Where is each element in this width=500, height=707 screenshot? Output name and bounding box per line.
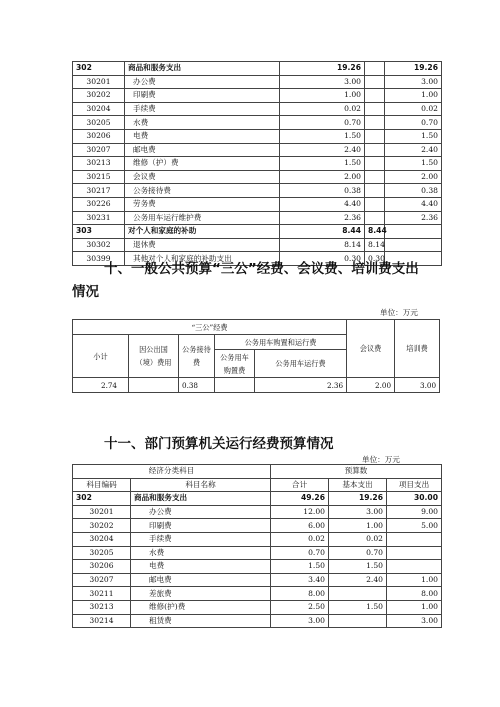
row-value-total: 19.26 — [280, 62, 365, 76]
table-row — [73, 587, 442, 601]
value-training: 3.00 — [395, 378, 440, 393]
row-name: 电费 — [131, 560, 271, 574]
row-value-project: 0.70 — [385, 116, 442, 130]
row-value-total: 0.38 — [280, 184, 365, 198]
row-value-project: 1.50 — [385, 157, 442, 171]
header-reception: 公务接待费 — [179, 335, 215, 378]
row-value-total: 0.30 — [280, 252, 365, 266]
table-row — [73, 492, 442, 506]
table-row — [73, 546, 442, 560]
row-value-project: 1.00 — [387, 600, 442, 614]
header-vehicle-purchase: 公务用车购置费 — [215, 350, 255, 378]
row-name: 办公费 — [125, 75, 280, 89]
row-code: 302 — [73, 62, 125, 76]
row-value-basic: 19.26 — [329, 492, 387, 506]
row-name: 邮电费 — [131, 573, 271, 587]
table-row — [73, 184, 442, 198]
row-value-project: 9.00 — [387, 505, 442, 519]
row-value-basic — [365, 143, 385, 157]
row-value-basic: 1.00 — [329, 519, 387, 533]
row-value-basic: 8.44 — [365, 225, 385, 239]
table-row — [73, 519, 442, 533]
table-row — [73, 238, 442, 252]
header-code: 科目编码 — [73, 478, 131, 492]
table-row — [73, 129, 442, 143]
row-name: 租赁费 — [131, 614, 271, 628]
row-name: 公务接待费 — [125, 184, 280, 198]
row-name: 其他对个人和家庭的补助支出 — [125, 252, 280, 266]
row-value-basic — [365, 157, 385, 171]
row-name: 水费 — [125, 116, 280, 130]
row-code: 303 — [73, 225, 125, 239]
table-row — [73, 157, 442, 171]
row-value-basic: 3.00 — [329, 505, 387, 519]
value-vehicle-purchase — [215, 378, 255, 393]
header-total: 合计 — [271, 478, 329, 492]
row-value-basic — [365, 102, 385, 116]
row-name: 邮电费 — [125, 143, 280, 157]
row-name: 公务用车运行维护费 — [125, 211, 280, 225]
header-project: 项目支出 — [387, 478, 442, 492]
row-value-total: 0.02 — [280, 102, 365, 116]
row-value-total: 8.44 — [280, 225, 365, 239]
row-value-project: 0.02 — [385, 102, 442, 116]
operating-expense-table — [72, 464, 442, 628]
value-reception: 0.38 — [179, 378, 215, 393]
row-name: 差旅费 — [131, 587, 271, 601]
row-name: 劳务费 — [125, 197, 280, 211]
row-value-basic: 0.30 — [365, 252, 385, 266]
row-value-total: 6.00 — [271, 519, 329, 533]
row-value-total: 2.00 — [280, 170, 365, 184]
row-code: 30201 — [73, 75, 125, 89]
section-11-unit: 单位：万元 — [362, 455, 400, 464]
row-value-project — [385, 225, 442, 239]
row-value-total: 2.50 — [271, 600, 329, 614]
row-value-project: 3.00 — [385, 75, 442, 89]
row-code: 30205 — [73, 546, 131, 560]
row-value-total: 1.50 — [271, 560, 329, 574]
row-value-basic — [365, 211, 385, 225]
expenditure-table-continued — [72, 61, 442, 266]
row-code: 302 — [73, 492, 131, 506]
section-10-title-cont: 情况 — [72, 284, 99, 300]
row-name: 商品和服务支出 — [125, 62, 280, 76]
row-value-basic — [365, 197, 385, 211]
table-row — [73, 211, 442, 225]
row-value-total: 0.70 — [271, 546, 329, 560]
row-value-total: 3.00 — [271, 614, 329, 628]
table-row — [73, 573, 442, 587]
sangong-table — [72, 319, 440, 393]
table-row — [73, 143, 442, 157]
row-value-project: 8.00 — [387, 587, 442, 601]
header-budget: 预算数 — [271, 465, 442, 479]
row-code: 30215 — [73, 170, 125, 184]
row-value-project: 4.40 — [385, 197, 442, 211]
row-value-total: 0.02 — [271, 532, 329, 546]
row-value-basic — [365, 116, 385, 130]
row-value-project — [387, 532, 442, 546]
row-value-basic — [329, 587, 387, 601]
row-value-basic — [365, 129, 385, 143]
row-code: 30226 — [73, 197, 125, 211]
row-name: 商品和服务支出 — [131, 492, 271, 506]
row-value-total: 1.50 — [280, 157, 365, 171]
row-value-project: 2.40 — [385, 143, 442, 157]
row-value-basic: 1.50 — [329, 600, 387, 614]
section-10-title: 十、一般公共预算“三公”经费、会议费、培训费支出 — [104, 261, 419, 277]
row-value-total: 49.26 — [271, 492, 329, 506]
row-value-basic: 0.02 — [329, 532, 387, 546]
row-value-total: 1.50 — [280, 129, 365, 143]
row-name: 印刷费 — [125, 89, 280, 103]
row-code: 30205 — [73, 116, 125, 130]
row-value-project: 1.50 — [385, 129, 442, 143]
row-value-basic: 1.50 — [329, 560, 387, 574]
row-code: 30207 — [73, 143, 125, 157]
value-vehicle-operation: 2.36 — [255, 378, 347, 393]
row-value-project: 19.26 — [385, 62, 442, 76]
row-value-total: 8.14 — [280, 238, 365, 252]
row-name: 水费 — [131, 546, 271, 560]
value-meeting: 2.00 — [347, 378, 395, 393]
row-value-project: 1.00 — [387, 573, 442, 587]
row-value-basic: 0.70 — [329, 546, 387, 560]
row-value-total: 3.40 — [271, 573, 329, 587]
row-value-total: 12.00 — [271, 505, 329, 519]
table-row — [73, 225, 442, 239]
row-code: 30231 — [73, 211, 125, 225]
row-value-project — [385, 238, 442, 252]
table-row — [73, 197, 442, 211]
row-value-project: 3.00 — [387, 614, 442, 628]
row-value-project — [387, 546, 442, 560]
row-value-basic — [365, 75, 385, 89]
value-subtotal: 2.74 — [73, 378, 129, 393]
table-row — [73, 102, 442, 116]
row-value-basic — [365, 170, 385, 184]
row-name: 手续费 — [125, 102, 280, 116]
row-value-total: 2.40 — [280, 143, 365, 157]
row-value-project: 2.36 — [385, 211, 442, 225]
row-code: 30214 — [73, 614, 131, 628]
table-row — [73, 614, 442, 628]
table-row — [73, 116, 442, 130]
row-name: 电费 — [125, 129, 280, 143]
row-code: 30207 — [73, 573, 131, 587]
row-code: 30399 — [73, 252, 125, 266]
row-code: 30206 — [73, 129, 125, 143]
row-value-basic — [365, 89, 385, 103]
row-code: 30202 — [73, 89, 125, 103]
table-row — [73, 505, 442, 519]
row-name: 维修(护)费 — [131, 600, 271, 614]
row-name: 退休费 — [125, 238, 280, 252]
table-row — [73, 89, 442, 103]
row-code: 30202 — [73, 519, 131, 533]
row-value-total: 0.70 — [280, 116, 365, 130]
header-subtotal: 小计 — [73, 335, 129, 378]
row-value-basic: 2.40 — [329, 573, 387, 587]
row-code: 30201 — [73, 505, 131, 519]
header-abroad: 因公出国（境）费用 — [129, 335, 179, 378]
section-10-unit: 单位：万元 — [380, 308, 418, 317]
header-name: 科目名称 — [131, 478, 271, 492]
row-value-basic — [329, 614, 387, 628]
header-meeting: 会议费 — [347, 320, 395, 378]
row-code: 30217 — [73, 184, 125, 198]
row-value-project — [387, 560, 442, 574]
table-row — [73, 560, 442, 574]
row-value-project: 5.00 — [387, 519, 442, 533]
row-value-basic — [365, 184, 385, 198]
row-name: 会议费 — [125, 170, 280, 184]
row-name: 印刷费 — [131, 519, 271, 533]
row-value-total: 2.36 — [280, 211, 365, 225]
row-value-total: 1.00 — [280, 89, 365, 103]
header-vehicle-group: 公务用车购置和运行费 — [215, 335, 347, 350]
table-row — [73, 75, 442, 89]
header-vehicle-operation: 公务用车运行费 — [255, 350, 347, 378]
table-row — [73, 532, 442, 546]
row-name: 对个人和家庭的补助 — [125, 225, 280, 239]
row-value-project: 0.38 — [385, 184, 442, 198]
row-code: 30204 — [73, 102, 125, 116]
row-value-total: 8.00 — [271, 587, 329, 601]
row-code: 30213 — [73, 157, 125, 171]
row-code: 30213 — [73, 600, 131, 614]
row-code: 30302 — [73, 238, 125, 252]
row-name: 维修（护）费 — [125, 157, 280, 171]
value-abroad — [129, 378, 179, 393]
header-training: 培训费 — [395, 320, 440, 378]
row-code: 30206 — [73, 560, 131, 574]
row-value-total: 4.40 — [280, 197, 365, 211]
row-name: 手续费 — [131, 532, 271, 546]
row-value-project: 30.00 — [387, 492, 442, 506]
table-row — [73, 600, 442, 614]
row-value-project: 2.00 — [385, 170, 442, 184]
row-name: 办公费 — [131, 505, 271, 519]
table-row — [73, 62, 442, 76]
header-econ-class: 经济分类科目 — [73, 465, 271, 479]
header-basic: 基本支出 — [329, 478, 387, 492]
row-value-basic — [365, 62, 385, 76]
row-code: 30204 — [73, 532, 131, 546]
header-sangong: “三公”经费 — [73, 320, 347, 335]
row-value-project: 1.00 — [385, 89, 442, 103]
row-value-basic: 8.14 — [365, 238, 385, 252]
section-11-title: 十一、部门预算机关运行经费预算情况 — [104, 436, 334, 452]
row-code: 30211 — [73, 587, 131, 601]
table-row — [73, 170, 442, 184]
row-value-total: 3.00 — [280, 75, 365, 89]
